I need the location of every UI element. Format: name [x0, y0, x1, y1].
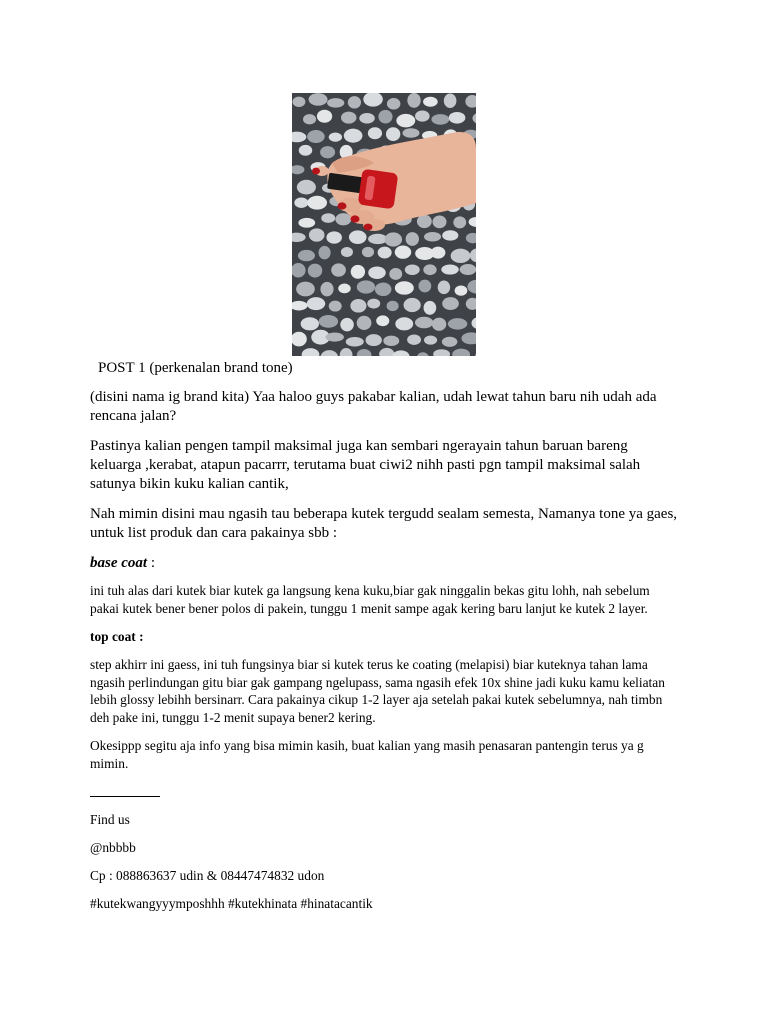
find-us-label: Find us — [90, 812, 130, 827]
pebble — [449, 112, 466, 124]
pebble — [341, 112, 357, 124]
nail-polish-photo — [292, 93, 476, 356]
pebble — [424, 301, 437, 315]
pebble — [441, 264, 458, 274]
pebble — [357, 316, 372, 330]
pebble — [451, 249, 471, 263]
divider-line — [90, 796, 160, 797]
pebble — [402, 128, 419, 138]
pebble — [415, 111, 430, 122]
pebble — [407, 93, 420, 108]
pebble — [405, 264, 420, 275]
pebble — [375, 283, 392, 297]
pebble — [335, 213, 351, 225]
pebble — [298, 250, 315, 261]
pebble — [396, 114, 415, 127]
pebble — [386, 127, 400, 141]
pebble — [453, 216, 466, 228]
pebble — [299, 145, 312, 156]
pebble — [292, 97, 305, 107]
pebble — [368, 127, 382, 139]
pebble — [442, 337, 458, 347]
pebble — [307, 297, 326, 310]
pebble — [350, 299, 366, 313]
pebble — [296, 282, 315, 297]
pebble — [383, 336, 399, 346]
pebble — [366, 334, 382, 346]
pebble — [308, 264, 323, 278]
pebble — [395, 246, 412, 259]
pebble — [341, 247, 353, 257]
post-heading: POST 1 (perkenalan brand tone) — [98, 360, 293, 376]
pebble — [432, 216, 446, 229]
pebble — [307, 196, 327, 210]
pebble — [351, 265, 365, 279]
pebble — [319, 315, 338, 328]
pebble — [344, 129, 363, 143]
pebble — [424, 336, 437, 345]
pebble — [294, 197, 308, 207]
pebble — [378, 110, 392, 124]
pebble — [448, 318, 467, 329]
pebble — [387, 301, 399, 311]
pebble — [389, 268, 402, 280]
pebble — [349, 230, 367, 244]
pebble — [395, 317, 413, 330]
pebble — [455, 285, 468, 295]
top-coat-body: step akhirr ini gaess, ini tuh fungsinya biar si kutek terus ke coating (melapisi) biar kuteknya tahan lama ngasih perlindungan gitu biar gak gampang ngelupass, sama ngasih efek 10x shine jadi kuku kamu keliatan lebih glossy lebihh bersinarr. Cara pakainya cikup 1-2 layer aja setelah pakai kutek sebelumnya, nah timbn deh pake ini, tunggu 1-2 menit supaya bener2 kering. — [90, 657, 665, 725]
pebble — [297, 180, 316, 195]
base-coat-heading — [90, 554, 680, 573]
pebble — [338, 284, 351, 294]
closing-paragraph: Okesippp segitu aja info yang bisa mimin kasih, buat kalian yang masih penasaran pantengin terus ya g mimin. — [90, 738, 644, 771]
pebble — [395, 281, 414, 294]
pebble — [423, 264, 436, 275]
pebble — [327, 98, 344, 107]
pebble — [340, 318, 353, 332]
pebble — [320, 146, 335, 158]
intro-paragraph: (disini nama ig brand kita) Yaa haloo guys pakabar kalian, udah lewat tahun baru nih udah ada rencana jalan? — [90, 389, 657, 424]
pebble — [387, 98, 401, 110]
pebble — [418, 280, 431, 293]
pebble — [309, 228, 325, 241]
pebble — [404, 298, 421, 312]
pebble — [424, 232, 441, 242]
pebble — [326, 231, 342, 243]
pebble — [444, 93, 457, 108]
pebble — [346, 337, 364, 347]
pebble — [317, 110, 332, 123]
pebble — [331, 263, 346, 276]
pebble — [307, 130, 325, 143]
pebble — [320, 282, 333, 296]
pebble — [301, 317, 319, 330]
pebble — [407, 334, 421, 344]
pebble — [321, 213, 335, 223]
base-coat-title: base coat — [90, 555, 148, 571]
pebble — [329, 133, 342, 142]
pebble — [442, 230, 458, 240]
pebble — [359, 113, 375, 124]
base-coat-body: ini tuh alas dari kutek biar kutek ga langsung kena kuku,biar gak ninggalin bekas gitu lohh, nah sebelum pakai kutek bener bener polos di pakein, tunggu 1 menit sampe agak kering baru lanjut ke kutek 2 layer. — [90, 583, 650, 616]
hand-holding-nail-polish-image — [292, 93, 476, 356]
pebble — [329, 301, 342, 312]
paragraph-two: Pastinya kalian pengen tampil maksimal juga kan sembari ngerayain tahun baruan bareng keluarga ,kerabat, atapun pacarrr, terutama buat ciwi2 nihh pasti pgn tampil maksimal salah satunya bikin kuku kalian cantik, — [90, 438, 641, 492]
pebble — [303, 114, 316, 124]
pebble — [385, 232, 403, 246]
pebble — [367, 299, 380, 309]
pebble — [362, 247, 374, 257]
pebble — [431, 247, 446, 259]
hashtags: #kutekwangyyymposhhh #kutekhinata #hinatacantik — [90, 896, 373, 911]
pebble — [319, 246, 331, 259]
pebble — [309, 93, 328, 106]
pebble — [326, 333, 344, 342]
pebble — [432, 318, 446, 331]
pebble — [442, 297, 459, 310]
pebble — [298, 218, 315, 228]
pebble — [357, 280, 375, 293]
pebble — [378, 247, 392, 259]
pebble — [368, 266, 385, 279]
pebble — [348, 96, 361, 108]
pebble — [376, 315, 389, 326]
pebble — [406, 232, 419, 246]
pebble — [438, 280, 450, 294]
base-coat-colon: : — [147, 555, 155, 571]
contact-phone: Cp : 088863637 udin & 08447474832 udon — [90, 868, 325, 883]
top-coat-heading: top coat : — [90, 629, 144, 644]
instagram-handle: @nbbbb — [90, 840, 136, 855]
pebble — [431, 114, 449, 125]
pebble — [460, 264, 476, 275]
pebble — [423, 97, 438, 107]
pebble — [415, 317, 433, 329]
paragraph-three: Nah mimin disini mau ngasih tau beberapa kutek tergudd sealam semesta, Namanya tone ya gaes, untuk list produk dan cara pakainya sbb : — [90, 506, 678, 541]
